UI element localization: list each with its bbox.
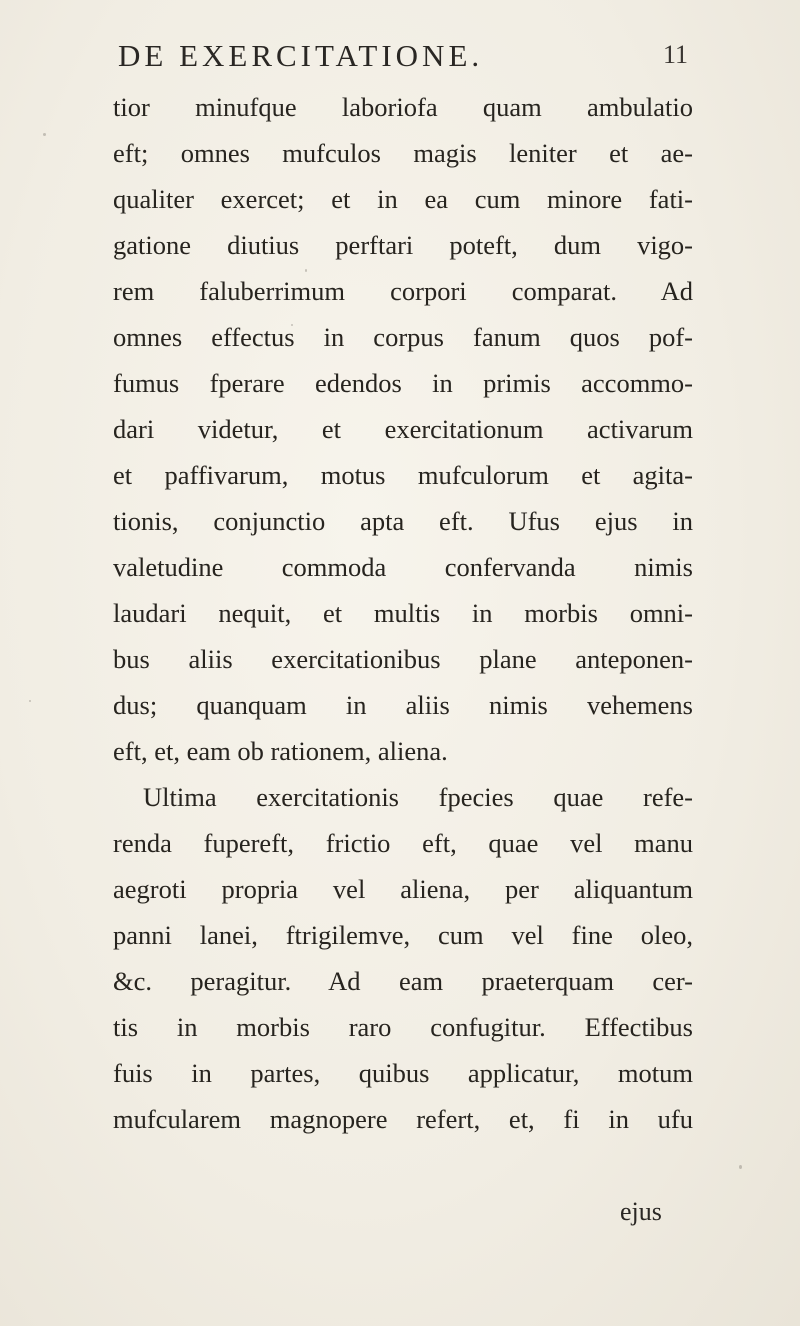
text-line: et paffivarum, motus mufculorum et agita- (113, 460, 693, 490)
text-line: fuis in partes, quibus applicatur, motum (113, 1058, 693, 1088)
body-text (113, 84, 693, 1142)
text-line: omnes effectus in corpus fanum quos pof- (113, 322, 693, 352)
text-line: eft; omnes mufculos magis leniter et ae- (113, 138, 693, 168)
text-line: tionis, conjunctio apta eft. Ufus ejus in (113, 506, 693, 536)
paper-speck (43, 133, 46, 136)
text-line: valetudine commoda confervanda nimis (113, 552, 693, 582)
paper-speck (29, 700, 31, 702)
text-line: bus aliis exercitationibus plane anteponen- (113, 644, 693, 674)
paragraph-first-line: Ultima exercitationis fpecies quae refe- (143, 782, 693, 812)
text-line: mufcularem magnopere refert, et, fi in ufu (113, 1104, 693, 1134)
text-line: tior minufque laboriofa quam ambulatio (113, 92, 693, 122)
paper-speck (291, 324, 293, 326)
text-line: &c. peragitur. Ad eam praeterquam cer- (113, 966, 693, 996)
paper-speck (739, 1165, 742, 1169)
text-line: laudari nequit, et multis in morbis omni- (113, 598, 693, 628)
page-header (118, 38, 688, 78)
text-line: qualiter exercet; et in ea cum minore fati- (113, 184, 693, 214)
text-line: dus; quanquam in aliis nimis vehemens (113, 690, 693, 720)
paper-speck (305, 269, 307, 272)
text-line: eft, et, eam ob rationem, aliena. (113, 736, 448, 766)
text-line: tis in morbis raro confugitur. Effectibus (113, 1012, 693, 1042)
running-title: DE EXERCITATIONE. (118, 38, 484, 73)
text-line: dari videtur, et exercitationum activarum (113, 414, 693, 444)
text-line: panni lanei, ftrigilemve, cum vel fine oleo, (113, 920, 693, 950)
page-number: 11 (662, 40, 688, 69)
text-line: fumus fperare edendos in primis accommo- (113, 368, 693, 398)
text-line: rem faluberrimum corpori comparat. Ad (113, 276, 693, 306)
text-line: aegroti propria vel aliena, per aliquantum (113, 874, 693, 904)
text-line: gatione diutius perftari poteft, dum vigo- (113, 230, 693, 260)
catchword: ejus (620, 1197, 662, 1226)
text-line: renda fupereft, frictio eft, quae vel manu (113, 828, 693, 858)
